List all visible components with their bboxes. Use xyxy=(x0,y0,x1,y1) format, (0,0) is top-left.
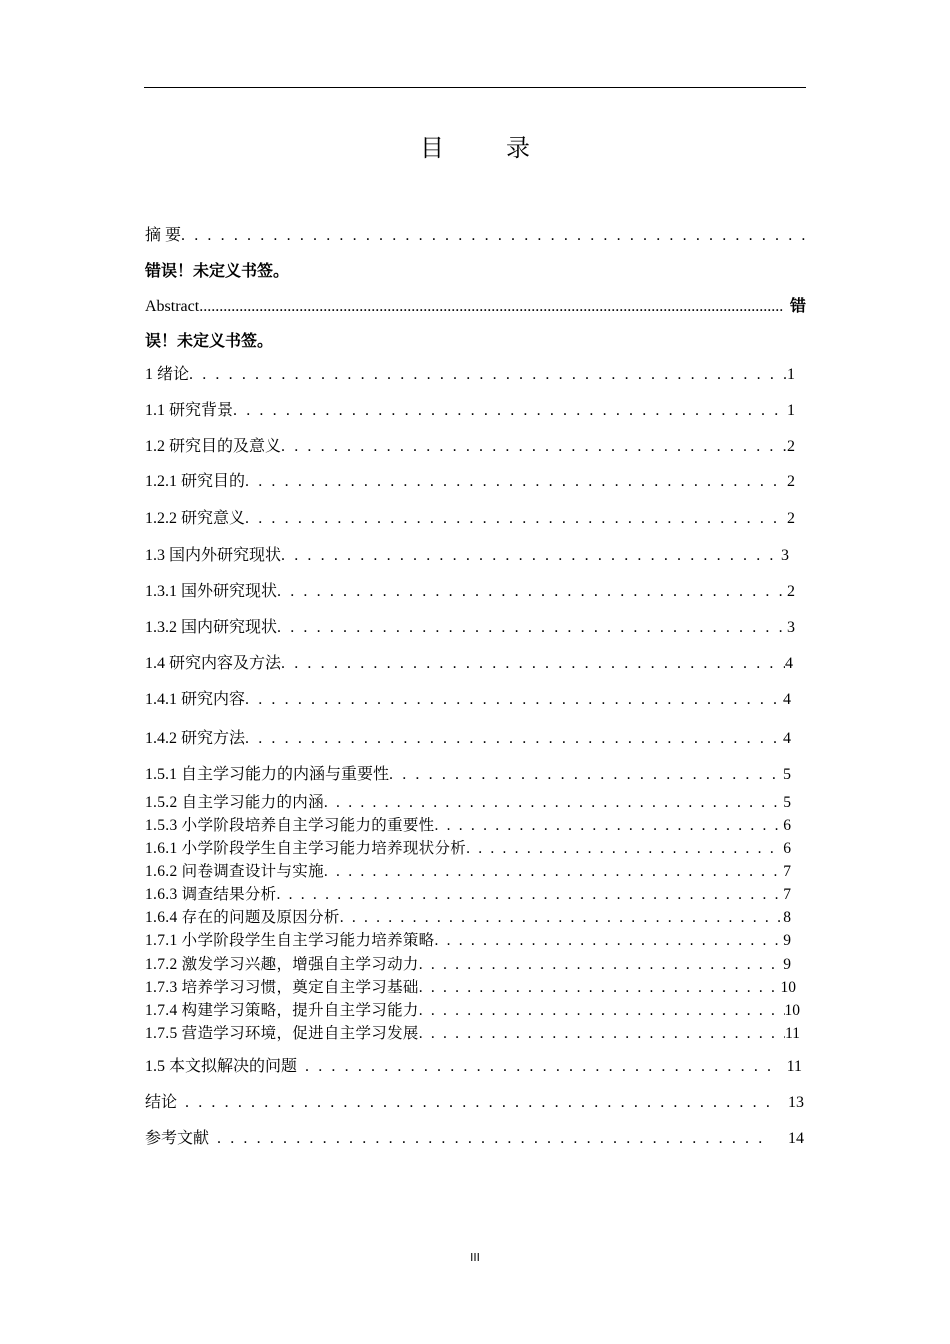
header-rule xyxy=(144,87,806,88)
toc-entry[interactable] xyxy=(145,952,791,974)
toc-page-number: 6 xyxy=(783,817,791,834)
toc-label: 1.5 本文拟解决的问题 xyxy=(145,1058,298,1075)
toc-leader xyxy=(466,840,783,858)
toc-page-number: 10 xyxy=(784,1002,800,1019)
toc-label: 1.6.1 小学阶段学生自主学习能力培养现状分析 xyxy=(145,840,467,857)
toc-page-number: 1 xyxy=(787,366,795,383)
toc-label: 1.5.1 自主学习能力的内涵与重要性 xyxy=(145,766,390,783)
toc-entry-references[interactable] xyxy=(145,1125,804,1148)
toc-entry[interactable] xyxy=(145,650,793,673)
toc-leader xyxy=(189,366,787,384)
toc-entry[interactable] xyxy=(145,1021,800,1043)
toc-leader xyxy=(419,1002,785,1020)
toc-label: 1.3.2 国内研究现状 xyxy=(145,619,278,636)
toc-label: 1.6.4 存在的问题及原因分析 xyxy=(145,909,340,926)
toc-page-number: 9 xyxy=(783,956,791,973)
toc-leader xyxy=(434,932,783,950)
toc-page-number: 4 xyxy=(783,691,791,708)
bookmark-error-head: 错 xyxy=(789,296,806,315)
toc-leader xyxy=(277,619,787,637)
toc-entry[interactable] xyxy=(145,468,795,491)
bookmark-error: 误！未定义书签。 xyxy=(145,331,274,350)
toc-entry[interactable] xyxy=(145,433,795,456)
toc-entry[interactable] xyxy=(145,614,795,637)
toc-page-number: 7 xyxy=(783,886,791,903)
toc-page-number: 9 xyxy=(783,932,791,949)
toc-label: 1.7.4 构建学习策略，提升自主学习能力 xyxy=(145,1002,419,1019)
page-title: 目 录 xyxy=(420,136,558,162)
toc-page-number: 8 xyxy=(783,909,791,926)
toc-page-number: 2 xyxy=(787,583,795,600)
toc-label: Abstract xyxy=(145,298,200,315)
toc-leader xyxy=(245,691,783,709)
toc-label: 1.3 国内外研究现状 xyxy=(145,547,282,564)
toc-page-number: 11 xyxy=(785,1025,800,1042)
toc-entry[interactable] xyxy=(145,790,791,812)
toc-leader xyxy=(245,473,787,491)
toc-leader xyxy=(181,227,806,245)
toc-leader xyxy=(419,979,781,997)
toc-label: 摘 要 xyxy=(145,227,182,244)
toc-label: 1.4.1 研究内容 xyxy=(145,691,246,708)
toc-label: 1.1 研究背景 xyxy=(145,402,234,419)
toc-label: 1.4.2 研究方法 xyxy=(145,730,246,747)
toc-label: 1 绪论 xyxy=(145,366,190,383)
page-number-footer: III xyxy=(470,1251,480,1264)
toc-leader xyxy=(276,886,783,904)
toc-entry-conclusion[interactable] xyxy=(145,1089,804,1112)
toc-entry[interactable] xyxy=(145,578,795,601)
toc-page-number: 5 xyxy=(783,766,791,783)
toc-page-number: 2 xyxy=(787,510,795,527)
toc-leader xyxy=(324,863,783,881)
toc-leader xyxy=(277,583,787,601)
toc-entry[interactable] xyxy=(145,397,795,420)
toc-leader xyxy=(185,1094,772,1112)
toc-label: 1.2.2 研究意义 xyxy=(145,510,246,527)
toc-entry-abstract-en[interactable] xyxy=(145,293,806,316)
toc-page-number: 4 xyxy=(783,730,791,747)
toc-label: 1.7.5 营造学习环境，促进自主学习发展 xyxy=(145,1025,419,1042)
toc-page-number: 10 xyxy=(780,979,796,996)
toc-entry[interactable] xyxy=(145,725,791,748)
toc-entry[interactable] xyxy=(145,836,791,858)
toc-entry[interactable] xyxy=(145,882,791,904)
toc-leader xyxy=(419,956,784,974)
toc-entry[interactable] xyxy=(145,505,795,528)
toc-page-number: 6 xyxy=(783,840,791,857)
toc-page-number: 11 xyxy=(786,1058,802,1075)
toc-leader xyxy=(340,909,784,927)
toc-entry[interactable] xyxy=(145,361,795,384)
toc-entry[interactable] xyxy=(145,1053,802,1076)
toc-label: 1.6.2 问卷调查设计与实施 xyxy=(145,863,324,880)
toc-page-number: 1 xyxy=(787,402,795,419)
toc-entry-abstract-cn[interactable] xyxy=(145,222,806,245)
toc-label: 1.5.2 自主学习能力的内涵 xyxy=(145,794,324,811)
toc-leader xyxy=(281,655,785,673)
toc-leader xyxy=(281,547,781,565)
toc-entry[interactable] xyxy=(145,928,791,950)
toc-label: 1.7.2 激发学习兴趣，增强自主学习动力 xyxy=(145,956,419,973)
toc-label: 1.2.1 研究目的 xyxy=(145,473,246,490)
toc-label: 1.7.3 培养学习习惯，奠定自主学习基础 xyxy=(145,979,419,996)
toc-page-number: 7 xyxy=(783,863,791,880)
toc-entry[interactable] xyxy=(145,761,791,784)
toc-label: 参考文献 xyxy=(145,1130,210,1147)
toc-entry[interactable] xyxy=(145,542,789,565)
toc-leader xyxy=(419,1025,785,1043)
toc-entry[interactable] xyxy=(145,975,796,997)
toc-label: 1.2 研究目的及意义 xyxy=(145,438,282,455)
toc-page-number: 5 xyxy=(783,794,791,811)
toc-entry[interactable] xyxy=(145,686,791,709)
toc-leader xyxy=(217,1130,772,1148)
toc-label: 1.3.1 国外研究现状 xyxy=(145,583,278,600)
toc-page-number: 3 xyxy=(781,547,789,564)
bookmark-error: 错误！未定义书签。 xyxy=(145,261,290,280)
toc-page-number: 13 xyxy=(788,1094,804,1111)
toc-leader xyxy=(245,730,783,748)
toc-entry[interactable] xyxy=(145,905,791,927)
toc-leader xyxy=(281,438,787,456)
toc-leader xyxy=(305,1058,771,1076)
toc-page-number: 2 xyxy=(787,473,795,490)
toc-entry[interactable] xyxy=(145,998,800,1020)
toc-leader xyxy=(233,402,787,420)
toc-leader xyxy=(389,766,783,784)
toc-entry[interactable] xyxy=(145,813,791,835)
toc-entry[interactable] xyxy=(145,859,791,881)
toc-page-number: 14 xyxy=(788,1130,804,1147)
toc-leader xyxy=(199,298,784,316)
toc-page-number: 4 xyxy=(785,655,793,672)
toc-page-number: 2 xyxy=(787,438,795,455)
toc-leader xyxy=(324,794,783,812)
toc-label: 1.5.3 小学阶段培养自主学习能力的重要性 xyxy=(145,817,435,834)
toc-label: 1.6.3 调查结果分析 xyxy=(145,886,277,903)
toc-label: 1.4 研究内容及方法 xyxy=(145,655,282,672)
toc-page-number: 3 xyxy=(787,619,795,636)
toc-label: 1.7.1 小学阶段学生自主学习能力培养策略 xyxy=(145,932,435,949)
toc-leader xyxy=(434,817,783,835)
toc-leader xyxy=(245,510,787,528)
toc-label: 结论 xyxy=(145,1094,178,1111)
